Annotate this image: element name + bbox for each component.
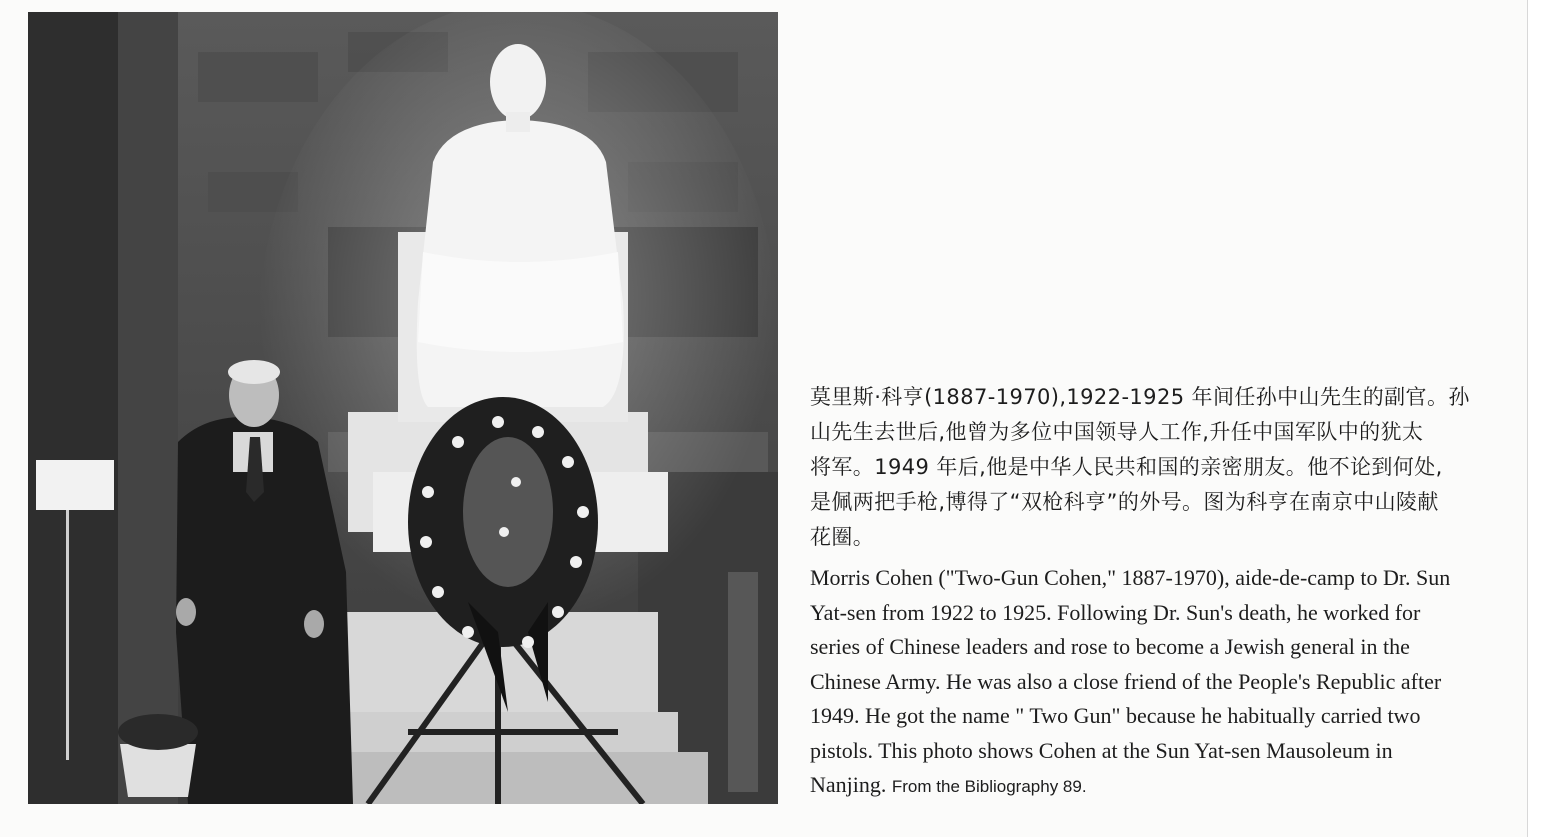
english-caption-last-line xyxy=(810,768,1527,805)
english-caption-line: Morris Cohen ("Two-Gun Cohen," 1887-1970), aide-de-camp to Dr. Sun xyxy=(810,565,1451,590)
english-caption-line: Chinese Army. He was also a close friend of the People's Republic after xyxy=(810,668,1442,694)
page-edge xyxy=(1527,0,1550,837)
historical-photo xyxy=(28,12,778,804)
english-caption-line: pistols. This photo shows Cohen at the Sun Yat-sen Mausoleum in xyxy=(810,737,1393,763)
chinese-caption-line: 花圈。 xyxy=(810,525,875,549)
chinese-caption-line: 山先生去世后,他曾为多位中国领导人工作,升任中国军队中的犹太 xyxy=(810,420,1424,444)
sign-board xyxy=(36,460,114,510)
chinese-caption xyxy=(810,380,1527,555)
english-caption-line: 1949. He got the name " Two Gun" because he habitually carried two xyxy=(810,703,1421,728)
flower-pot xyxy=(120,744,196,797)
chinese-caption-line: 是佩两把手枪,博得了“双枪科亨”的外号。图为科亨在南京中山陵献 xyxy=(810,490,1439,514)
chinese-caption-line: 将军。1949 年后,他是中华人民共和国的亲密朋友。他不论到何处, xyxy=(810,455,1443,479)
photo-caption xyxy=(810,380,1527,837)
chinese-caption-line: 莫里斯·科亨(1887-1970),1922-1925 年间任孙中山先生的副官。孙 xyxy=(810,385,1470,409)
source-credit: From the Bibliography 89. xyxy=(891,777,1087,796)
english-caption-line: series of Chinese leaders and rose to become a Jewish general in the xyxy=(810,634,1410,659)
english-caption xyxy=(810,561,1527,805)
english-caption-line: Nanjing. xyxy=(810,772,887,797)
english-caption-line: Yat-sen from 1922 to 1925. Following Dr. Sun's death, he worked for xyxy=(810,599,1421,625)
